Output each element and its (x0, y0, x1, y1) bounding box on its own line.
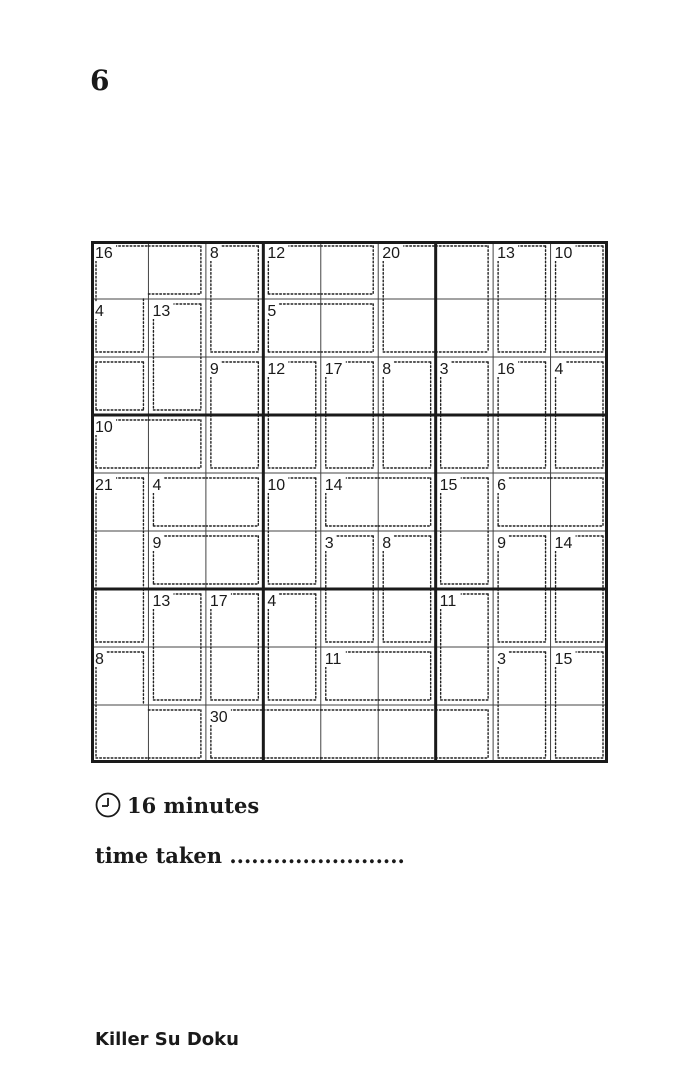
grid-cell[interactable] (321, 241, 378, 299)
grid-cell[interactable] (493, 415, 550, 473)
cage-sum: 20 (382, 245, 401, 262)
grid-cell[interactable] (551, 589, 608, 647)
grid-cell[interactable] (436, 705, 493, 763)
grid-cell[interactable] (206, 415, 263, 473)
grid-cell[interactable] (148, 705, 205, 763)
cage-sum: 10 (95, 419, 113, 436)
grid-cell[interactable] (436, 241, 493, 299)
grid-cell[interactable] (378, 589, 435, 647)
grid-cell[interactable] (263, 531, 320, 589)
grid-cell[interactable] (263, 647, 320, 705)
grid-cell[interactable] (493, 705, 550, 763)
cage-sum: 3 (497, 651, 507, 668)
grid-cell[interactable] (206, 473, 263, 531)
grid-cell[interactable] (436, 531, 493, 589)
cage-sum: 4 (152, 477, 162, 494)
cage-sum: 13 (152, 303, 171, 320)
cage-sum: 3 (439, 361, 449, 378)
cage-sum: 6 (497, 477, 507, 494)
cage-sum: 8 (95, 651, 104, 668)
cage-sum: 13 (152, 593, 171, 610)
cage-sum: 4 (554, 361, 564, 378)
grid-cell[interactable] (378, 415, 435, 473)
grid-cell[interactable] (91, 705, 148, 763)
grid-cell[interactable] (551, 415, 608, 473)
cage-sum: 16 (95, 245, 113, 262)
cage-sum: 15 (439, 477, 458, 494)
grid-cell[interactable] (91, 531, 148, 589)
cage-sum: 8 (382, 361, 392, 378)
grid-cell[interactable] (321, 299, 378, 357)
grid-cell[interactable] (206, 531, 263, 589)
grid-cell[interactable] (551, 473, 608, 531)
cage-sum: 9 (497, 535, 507, 552)
grid-cell[interactable] (378, 647, 435, 705)
grid-cell[interactable] (436, 299, 493, 357)
time-taken-field (95, 843, 405, 868)
time-target (95, 792, 259, 818)
grid-cell[interactable] (263, 415, 320, 473)
cage-sum: 9 (209, 361, 219, 378)
grid-cell[interactable] (263, 705, 320, 763)
time-taken-dots: ........................ (229, 843, 405, 868)
cage-sum: 11 (324, 651, 342, 668)
grid-cell[interactable] (321, 705, 378, 763)
grid-cell[interactable] (91, 589, 148, 647)
page-number: 6 (90, 64, 110, 97)
cage-sum: 21 (95, 477, 113, 494)
cage-sum: 8 (209, 245, 219, 262)
cage-sum: 10 (554, 245, 573, 262)
grid-cell[interactable] (148, 415, 205, 473)
grid-cell[interactable] (378, 299, 435, 357)
cage-sum: 4 (95, 303, 104, 320)
cage-sum: 9 (152, 535, 162, 552)
killer-sudoku-grid (91, 241, 608, 763)
grid-cell[interactable] (206, 647, 263, 705)
grid-cell[interactable] (321, 589, 378, 647)
cage-sum: 14 (324, 477, 343, 494)
cage-sum: 11 (439, 593, 457, 610)
grid-cell[interactable] (148, 647, 205, 705)
time-taken-label: time taken (95, 843, 223, 868)
cage-sum: 12 (267, 361, 286, 378)
grid-cell[interactable] (551, 705, 608, 763)
cage-sum: 15 (554, 651, 573, 668)
cage-sum: 3 (324, 535, 334, 552)
grid-cell[interactable] (436, 415, 493, 473)
cage-sum: 17 (209, 593, 228, 610)
grid-cell[interactable] (148, 241, 205, 299)
time-target-label: 16 minutes (127, 792, 260, 818)
sudoku-board (91, 241, 608, 763)
cage-sum: 30 (209, 709, 228, 726)
cage-sum: 13 (497, 245, 515, 262)
grid-cell[interactable] (148, 357, 205, 415)
book-title: Killer Su Doku (95, 1029, 239, 1050)
cage-sum: 4 (267, 593, 277, 610)
grid-cell[interactable] (493, 299, 550, 357)
grid-cell[interactable] (551, 299, 608, 357)
grid-cell[interactable] (378, 473, 435, 531)
grid-cell[interactable] (378, 705, 435, 763)
grid-cell[interactable] (321, 415, 378, 473)
grid-cell[interactable] (206, 299, 263, 357)
cage-sum: 12 (267, 245, 286, 262)
cage-sum: 17 (324, 361, 343, 378)
cage-sum: 16 (497, 361, 515, 378)
clock-icon (95, 792, 121, 818)
grid-cell[interactable] (493, 589, 550, 647)
grid-cell[interactable] (436, 647, 493, 705)
grid-cell[interactable] (91, 357, 148, 415)
cage-sum: 14 (554, 535, 573, 552)
cage-sum: 5 (267, 303, 277, 320)
cage-sum: 8 (382, 535, 392, 552)
cage-sum: 10 (267, 477, 286, 494)
